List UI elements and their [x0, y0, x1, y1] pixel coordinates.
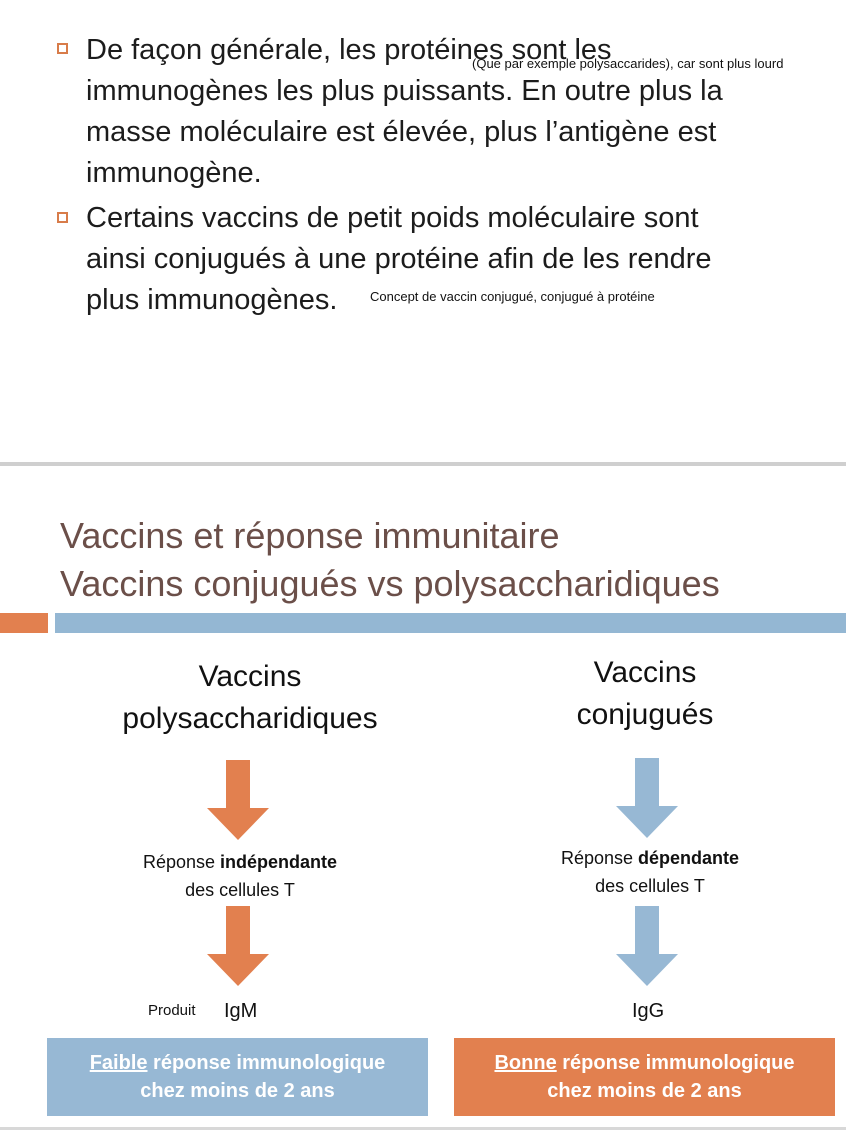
title-accent-bar-blue: [55, 613, 846, 633]
bullet-square-icon: [57, 43, 68, 54]
left-box-underlined: Faible: [89, 1052, 148, 1074]
left-response-keyword: indépendante: [220, 852, 338, 872]
bullet-1-line-2: immunogènes les plus puissants. En outre plus la: [86, 75, 723, 107]
left-column-heading: [80, 656, 420, 740]
left-response-prefix: Réponse: [142, 852, 221, 872]
arrow-down-icon: [207, 906, 269, 986]
bullet-1-line-1: De façon générale, les protéines sont les: [86, 34, 612, 66]
arrow-down-icon: [616, 758, 678, 838]
slide-title-line-1: Vaccins et réponse immunitaire: [60, 515, 560, 556]
slide-2: [0, 492, 846, 1130]
left-response: [100, 848, 380, 904]
left-heading-line-1: Vaccins: [198, 660, 302, 693]
right-box-underlined: Bonne: [494, 1052, 557, 1074]
left-response-line-2: des cellules T: [185, 880, 295, 900]
right-result-box: [454, 1038, 835, 1116]
annotation-note-top: (Que par exemple polysaccarides), car sont plus lourd: [472, 56, 784, 71]
right-heading-line-2: conjugués: [576, 698, 714, 731]
left-box-line-2: chez moins de 2 ans: [140, 1080, 335, 1102]
produit-annotation: Produit: [148, 1002, 196, 1019]
left-result-box: [47, 1038, 428, 1116]
right-column-heading: [475, 652, 815, 736]
slide-gap: [0, 466, 846, 492]
right-response-keyword: dépendante: [638, 848, 740, 868]
right-response: [500, 844, 800, 900]
left-box-rest: réponse immunologique: [147, 1052, 386, 1074]
bullet-square-icon: [57, 212, 68, 223]
right-response-line-2: des cellules T: [595, 876, 705, 896]
arrow-down-icon: [616, 906, 678, 986]
arrow-down-icon: [207, 760, 269, 840]
right-box-line-2: chez moins de 2 ans: [547, 1080, 742, 1102]
bullet-1-line-4: immunogène.: [86, 157, 262, 189]
right-heading-line-1: Vaccins: [593, 656, 697, 689]
right-box-rest: réponse immunologique: [556, 1052, 795, 1074]
bullet-2-line-1: Certains vaccins de petit poids moléculaire sont: [86, 202, 699, 234]
annotation-note-bottom: Concept de vaccin conjugué, conjugué à protéine: [370, 289, 655, 304]
antibody-igm: IgM: [224, 1000, 258, 1022]
bullet-2-line-3: plus immunogènes.: [86, 284, 338, 316]
right-response-prefix: Réponse: [560, 848, 639, 868]
left-heading-line-2: polysaccharidiques: [122, 702, 378, 735]
bullet-1: [86, 30, 723, 194]
bullet-1-line-3: masse moléculaire est élevée, plus l’antigène est: [86, 116, 717, 148]
slide-1: [0, 0, 846, 462]
bullet-2-line-2: ainsi conjugués à une protéine afin de les rendre: [86, 243, 712, 275]
antibody-igg: IgG: [632, 1000, 665, 1022]
title-accent-bar-orange: [0, 613, 48, 633]
slide-title-line-2: Vaccins conjugués vs polysaccharidiques: [60, 563, 720, 604]
